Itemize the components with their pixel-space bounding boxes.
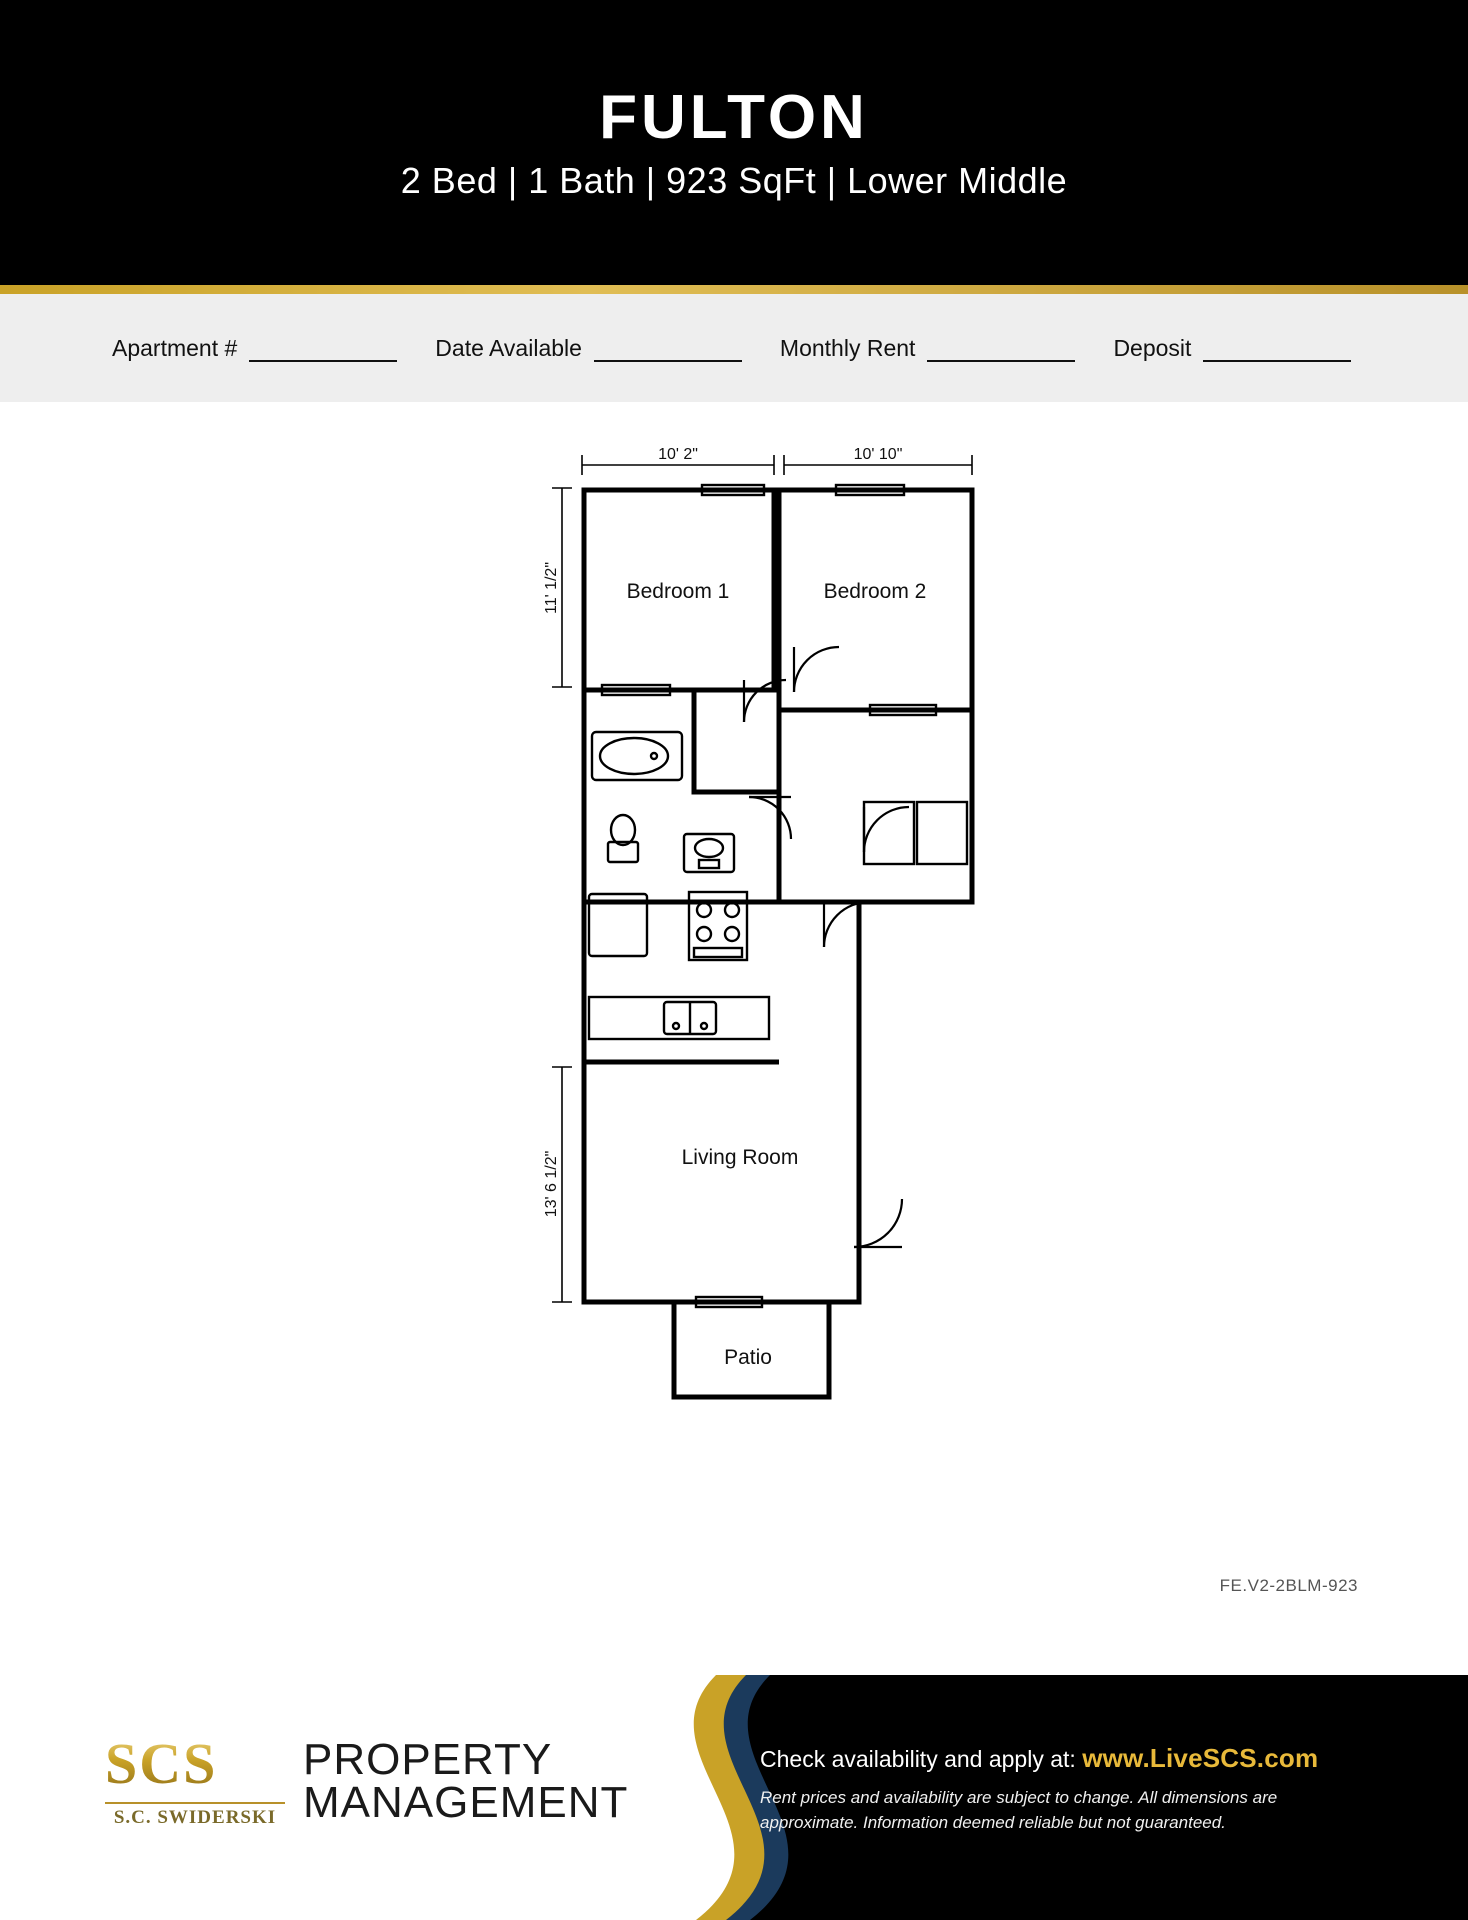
deposit-input[interactable]: [1203, 342, 1351, 362]
date-available-input[interactable]: [594, 342, 742, 362]
page-title: FULTON: [599, 82, 869, 152]
exterior-walls: [584, 490, 972, 1397]
page-subtitle: 2 Bed | 1 Bath | 923 SqFt | Lower Middle: [400, 159, 1068, 201]
footer-disclaimer: Rent prices and availability are subject to change. All dimensions are approximate. Information deemed reliable but not guaranteed.: [760, 1788, 1278, 1832]
page-header: [0, 0, 1468, 285]
room-label-bedroom-2: Bedroom 2: [823, 580, 927, 603]
company-name-line2: MANAGEMENT: [303, 1778, 629, 1827]
dimension-label-top-right: 10' 10": [853, 446, 903, 463]
company-logo: [105, 1733, 628, 1829]
floorplan-drawing: [184, 402, 1284, 1592]
deposit-field[interactable]: [1113, 335, 1351, 362]
footer-availability-block: [760, 1743, 1380, 1835]
company-name: [303, 1734, 629, 1827]
availability-prefix: Check availability and apply at:: [760, 1746, 1076, 1772]
svg-text:SCS: SCS: [105, 1733, 218, 1795]
company-name-line1: PROPERTY: [303, 1734, 553, 1784]
availability-line: [760, 1743, 1380, 1774]
dimension-label-left-upper: 11' 1/2": [543, 561, 560, 615]
scs-subtitle: S.C. SWIDERSKI: [105, 1802, 285, 1829]
monthly-rent-field[interactable]: [780, 335, 1076, 362]
date-available-field[interactable]: [435, 335, 742, 362]
monthly-rent-input[interactable]: [927, 342, 1075, 362]
apartment-number-field[interactable]: [112, 335, 397, 362]
room-label-patio: Patio: [724, 1346, 772, 1369]
floorplan-area: [0, 402, 1468, 1602]
apartment-number-label: Apartment #: [112, 334, 238, 361]
plan-code: FE.V2-2BLM-923: [1219, 1576, 1358, 1595]
lease-info-form: [0, 294, 1468, 402]
room-label-living-room: Living Room: [681, 1146, 799, 1169]
deposit-label: Deposit: [1113, 334, 1192, 361]
windows: [602, 485, 936, 1307]
room-label-bedroom-1: Bedroom 1: [626, 580, 730, 603]
dimension-label-left-lower: 13' 6 1/2": [543, 1150, 560, 1218]
gold-divider: [0, 285, 1468, 294]
availability-url[interactable]: www.LiveSCS.com: [1082, 1743, 1319, 1773]
date-available-label: Date Available: [435, 334, 582, 361]
monthly-rent-label: Monthly Rent: [779, 334, 916, 361]
scs-monogram: [105, 1733, 285, 1829]
page-footer: [0, 1675, 1468, 1920]
scs-letters-icon: [105, 1733, 285, 1795]
apartment-number-input[interactable]: [249, 342, 397, 362]
dimension-label-top-left: 10' 2": [658, 446, 698, 463]
